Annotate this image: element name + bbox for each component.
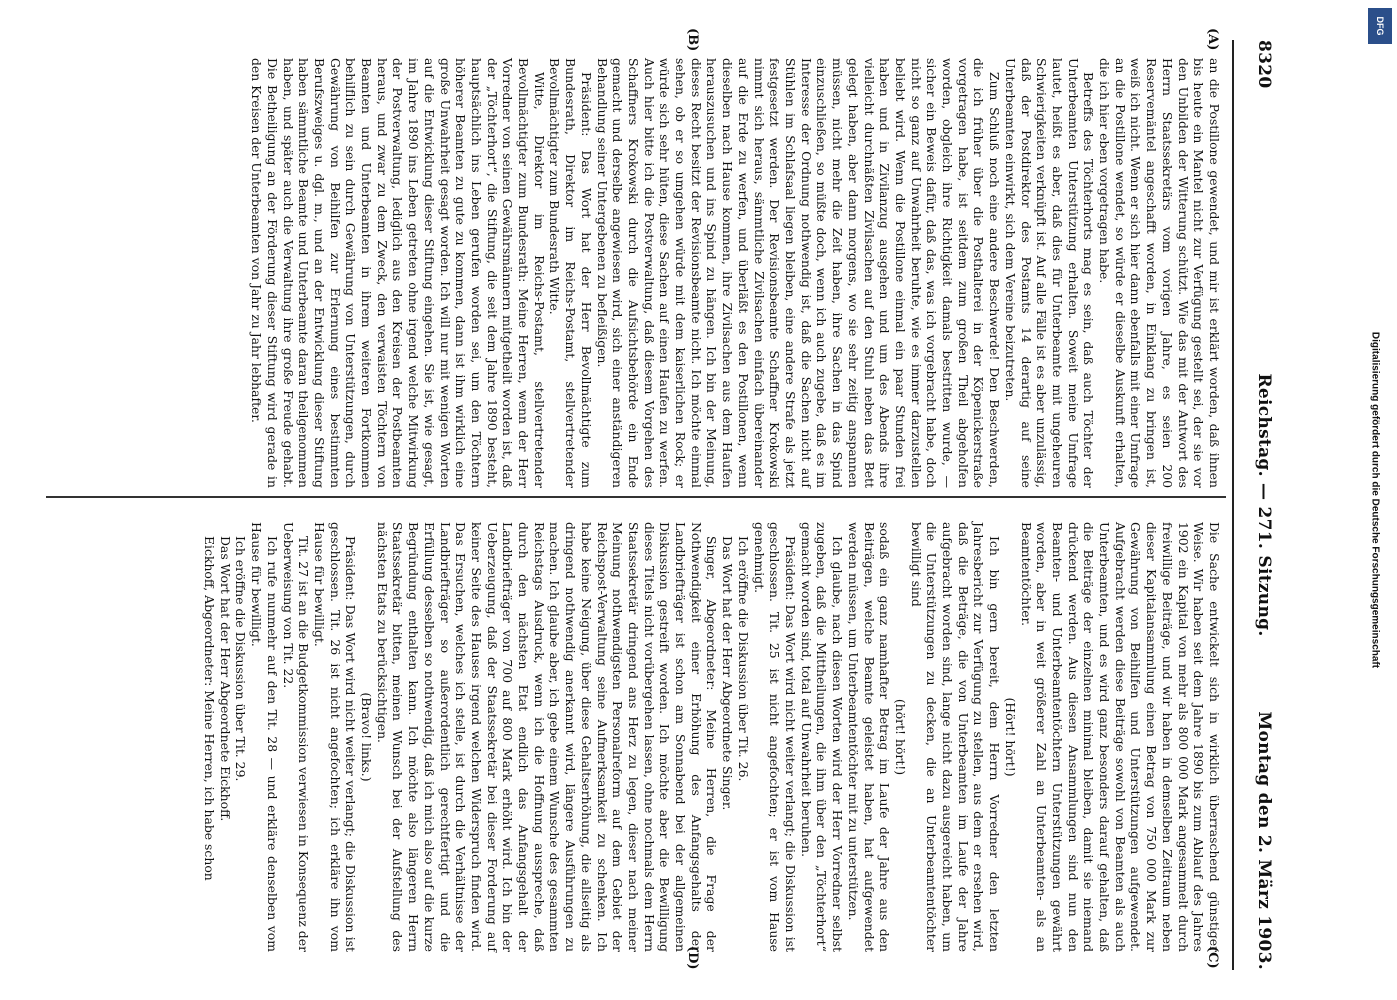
paragraph: Präsident: Das Wort wird nicht weiter verlangt; die Diskussion ist geschlossen. Tit. 26 ist nicht angefochten; ich erkläre ihn vom Hause für bewilligt. bbox=[311, 522, 359, 952]
margin-marker-a: (A) bbox=[1205, 28, 1220, 51]
paragraph: Ich glaube, nach diesen Worten wird der Herr Vorredner selbst zugeben, daß die Mittheilungen, die ihm über den „Töchterhort“ gemacht worden sind, total auf Unwahrheit beruhen. bbox=[798, 522, 846, 952]
paragraph: Zum Schluß noch eine andere Beschwerde! Den Beschwerden, die ich früher über die Posthalterei in der Köpenickerstraße vorgetragen habe, ist seitdem zum großen Theil abgeholfen worden, obgleich ihre Richtigkeit damals bestritten wurde, — sicher ein Beweis dafür, daß das, was ich vorgebracht habe, doch nicht so ganz auf Unwahrheit beruhte, wie es immer darzustellen beliebt wird. Wenn die Postillone einmal ein paar Stunden frei haben und in Zivilanzug ausgehen und um des Abends ihre vielleicht durchnäßten Zivilsachen auf den Stuhl neben das Bett gelegt haben, aber dann morgens, wo sie sehr zeitig anspannen müssen, nicht mehr die Zeit haben, ihre Sachen in das Spind einzuschließen, so müßte doch, wenn ich auch zugebe, daß es im Interesse der Ordnung nothwendig ist, daß die Sachen nicht auf Stühlen im Schlafsaal liegen bleiben, eine andere Strafe als jetzt festgesetzt werden. Der Revisionsbeamte Schaffner Krokowski nimmt sich heraus, sämmtliche Zivilsachen einfach übereinander auf die Erde zu werfen, und überläßt es den Postillonen, wenn dieselben nach Hause kommen, ihre Zivilsachen aus dem Haufen herauszusuchen und ins Spind zu hängen. Ich bin der Meinung, dieses Recht besitzt der Revisionsbeamte nicht. Ich möchte einmal sehen, ob er so umgehen würde mit dem kaiserlichen Rock; er würde sich sehr hüten, diese Sachen auf einen Haufen zu werfen. Auch hier bitte ich die Postverwaltung, daß diesem Vorgehen des Schaffners Krokowski durch die Aufsichtsbehörde ein Ende gemacht und derselbe angewiesen wird, sich einer anständigeren Behandlung seiner Untergebenen zu befleißigen. bbox=[594, 58, 1003, 488]
paragraph: Ich eröffne die Diskussion über Tit. 29. bbox=[233, 536, 249, 782]
session-date: Montag den 2. März 1903. bbox=[1254, 711, 1274, 970]
paragraph: Singer, Abgeordneter: Meine Herren, die Frage der Nothwendigkeit einer Erhöhung des Anfangsgehalts der Landbriefträger ist schon am Sonnabend bei der allgemeinen Diskussion gestreift worden. Ich möchte aber die Bewilligung dieses Titels nicht vorübergehen lassen, ohne nochmals dem Herrn Staatssekretär dringend ans Herz zu legen, dieser nach meiner Meinung nothwendigsten Personalreform auf dem Gebiet der Reichspost-Verwaltung seine Aufmerksamkeit zu schenken. Ich habe keine Neigung, über diese Gehaltserhöhung, die allseitig als dringend nothwendig anerkannt wird, längere Ausführungen zu machen. Ich glaube aber, ich gebe einem Wunsche des gesammten Reichstags Ausdruck, wenn ich die Hoffnung ausspreche, daß durch den nächsten Etat endlich das Anfangsgehalt der Landbriefträger von 700 auf 800 Mark erhöht wird. Ich bin der Ueberzeugung, daß der Staatssekretär bei dieser Forderung auf keiner Seite des Hauses irgend welchen Widerspruch finden wird. Das Ersuchen, welches ich stelle, ist durch die Verhältnisse der Landbriefträger so außerordentlich gerechtfertigt und die Erfüllung desselben so nothwendig, daß ich mich also auf die kurze Begründung enthalten kann. Ich möchte also längeren Herrn Staatssekretär bitten, meinen Wunsch bei der Aufstellung des nächsten Etats zu berücksichtigen. bbox=[374, 522, 720, 952]
paragraph: Ich eröffne die Diskussion über Tit. 26. bbox=[735, 536, 751, 782]
session-title: Reichstag. — 271. Sitzung. bbox=[1254, 373, 1274, 637]
margin-marker-c: (C) bbox=[1205, 946, 1220, 969]
left-column bbox=[248, 58, 1222, 488]
header-rule bbox=[1232, 40, 1234, 970]
paragraph: Betreffs des Töchterhorts mag es sein, daß auch Töchter der Unterbeamten Unterstützung erhalten. Soweit meine Umfrage lautet, heißt es aber, daß dies für Unterbeamte mit ungeheuren Schwierigkeiten verknüpft ist. Auf alle Fälle ist es aber unzulässig, daß der Postdirektor des Postamts 14 derartig auf seine Unterbeamten einwirkt, sich dem Vereine beizutreten. bbox=[1002, 58, 1097, 488]
paragraph: Die Sache entwickelt sich in wirklich überraschend günstiger Weise. Wir haben seit dem Jahre 1890 bis zum Ablauf des Jahres 1902 ein Kapital von mehr als 800 000 Mark angesammelt durch freiwillige Beiträge, und wir haben in demselben Zeitraum neben dieser Kapitalansammlung einen Betrag von 750 000 Mark zur Gewährung von Beihilfen und Unterstützungen aufgewendet. Aufgebracht werden diese Beiträge sowohl von Beamten als auch Unterbeamten, und es wird ganz besonders darauf gehalten, daß die Beiträge der einzelnen minimal bleiben, damit sie niemand drückend werden. Aus diesen Ansammlungen sind nun den Beamten- und Unterbeamtentöchtern Unterstützungen gewährt worden, aber in weit größerer Zahl an Unterbeamten- als an Beamtentöchter. bbox=[1018, 522, 1222, 952]
paragraph: Eickhoff, Abgeordneter: Meine Herren, ich habe schon bbox=[202, 536, 217, 881]
column-divider bbox=[46, 496, 1226, 498]
page-header bbox=[1236, 40, 1280, 970]
digitization-text: Digitalisierung gefördert durch die Deutsche Forschungsgemeinschaft bbox=[1369, 331, 1381, 669]
paragraph: Ich bin gern bereit, dem Herrn Vorredner den letzten Jahresbericht zur Verfügung zu stellen, aus dem er ersehen wird, daß die Beträge, die von Unterbeamten im Laufe der Jahre aufgebracht worden sind, lange nicht dazu ausgereicht haben, um die Unterstützungen zu decken, die an Unterbeamtentöchter bewilligt sind bbox=[908, 522, 1003, 952]
paragraph: Das Wort hat der Herr Abgeordnete Eickhoff. bbox=[217, 536, 233, 822]
paragraph: an die Postillone gewendet, und mir ist erklärt worden, daß ihnen bis heute ein Mantel nicht zur Verfügung gestellt sei, der sie vor den Unbilden der Witterung schützt. Wie das mit der Antwort des Herrn Staatssekretärs vom vorigen Jahre, es seien 200 Reservemäntel angeschafft worden, in Einklang zu bringen ist, weiß ich nicht. Wenn er sich hier dann ebenfalls mit einer Umfrage an die Postillone wendet, so würde er dieselbe Auskunft erhalten, die ich hier eben vorgetragen habe. bbox=[1097, 58, 1222, 488]
paragraph: Witte, Direktor im Reichs-Postamt, stellvertretender Bevollmächtigter zum Bundesrath: Meine Herren, wenn der Herr Vorredner von seinen Gewährsmännern mitgetheilt worden ist, daß der „Töchterhort“, die Stiftung, die seit dem Jahre 1890 besteht, hauptsächlich ins Leben gerufen worden sei, um den Töchtern höherer Beamten zu gute zu kommen, dann ist ihm wirklich eine große Unwahrheit gesagt worden. Ich will nur mit wenigen Worten auf die Entwicklung dieser Stiftung eingehen. Sie ist, wie gesagt, im Jahre 1890 ins Leben getreten ohne irgend welche Mitwirkung der Postverwaltung, lediglich aus den Kreisen der Postbeamten heraus, und zwar zu dem Zweck, den verwaisten Töchtern von Beamten und Unterbeamten in ihrem weiteren Fortkommen behilflich zu sein durch Gewährung von Unterstützungen, durch Gewährung von Beihilfen zur Erlernung eines bestimmten Berufszweiges u. dgl. m., und an der Entwicklung dieser Stiftung haben sämmtliche Beamte und Unterbeamte daran theilgenommen haben, und später auch die Verwaltung ihre große Freude gehabt. Die Betheiligung an der Förderung dieser Stiftung wird gerade in den Kreisen der Unterbeamten von Jahr zu Jahr lebhafter. bbox=[249, 58, 547, 488]
margin-marker-d: (D) bbox=[685, 946, 700, 970]
interjection: (Bravo! links.) bbox=[359, 692, 375, 782]
paragraph: Präsident: Das Wort hat der Herr Bevollmächtigte zum Bundesrath, Direktor im Reichs-Postamt, stellvertretender Bevollmächtigter zum Bundesrath Witte. bbox=[547, 58, 594, 488]
interjection: (Hört! hört!) bbox=[1002, 697, 1018, 777]
paragraph: Ich rufe nunmehr auf den Tit. 28 — und erkläre denselben vom Hause für bewilligt. bbox=[249, 522, 280, 952]
paragraph: Das Wort hat der Herr Abgeordnete Singer. bbox=[720, 536, 736, 811]
page-number: 8320 bbox=[1254, 40, 1274, 89]
digitization-note bbox=[1360, 10, 1390, 990]
paragraph: sodaß ein ganz namhafter Betrag im Laufe der Jahre aus den Beiträgen, welche Beamte geleistet haben, hat aufgewendet werden müssen, um Unterbeamtentöchter mit zu unterstützen. bbox=[845, 522, 893, 952]
paragraph: Präsident: Das Wort wird nicht weiter verlangt; die Diskussion ist geschlossen. Tit. 25 ist nicht angefochten; er ist vom Hause genehmigt. bbox=[751, 522, 799, 952]
margin-marker-b: (B) bbox=[685, 28, 700, 52]
dfg-logo-text: DFG bbox=[1375, 16, 1385, 36]
right-column bbox=[201, 522, 1222, 952]
interjection: (hört! hört!) bbox=[892, 698, 908, 776]
paragraph: Tit. 27 ist an die Budgetkommission verwiesen in Konsequenz der Ueberweisung von Tit. 22. bbox=[280, 522, 312, 952]
